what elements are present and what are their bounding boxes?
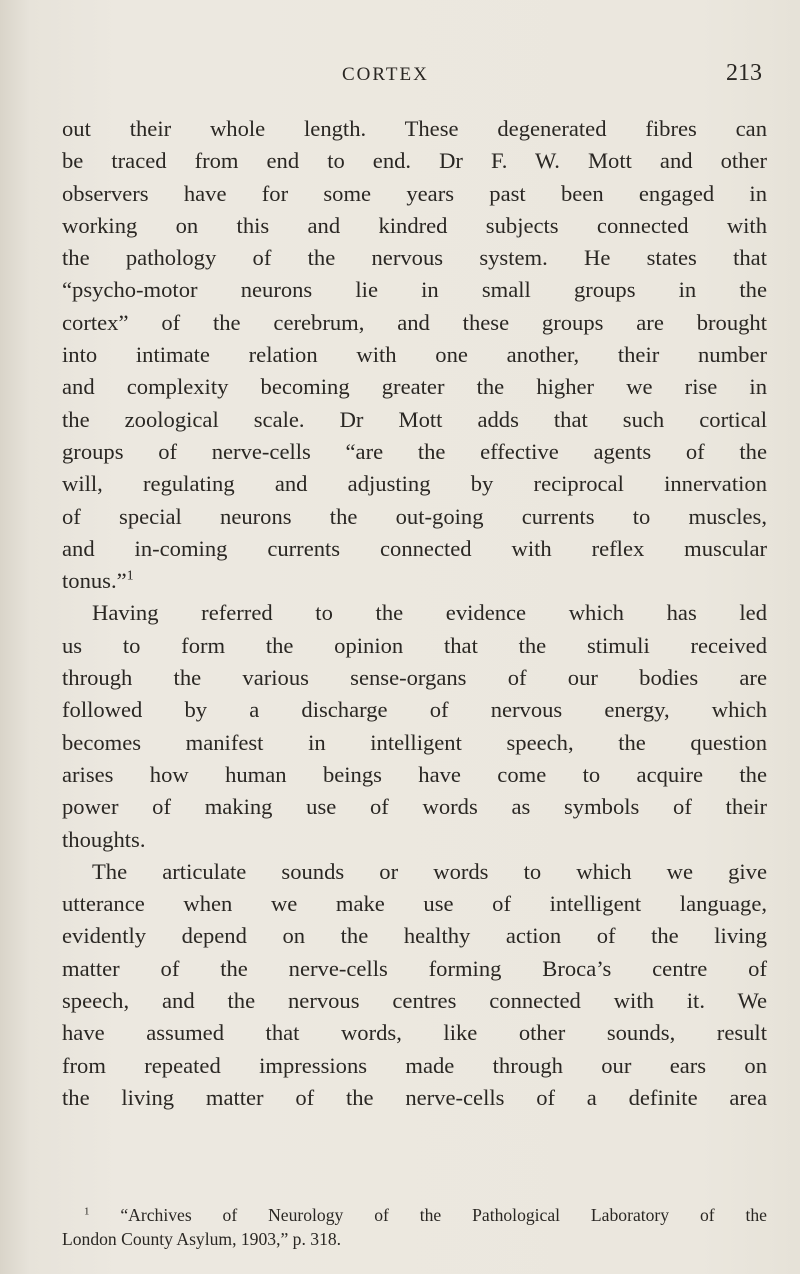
- footnote-reference: 1: [126, 568, 134, 584]
- text-line: the pathology of the nervous system. He states that: [62, 245, 767, 271]
- text-line: working on this and kindred subjects connected with: [62, 212, 767, 238]
- footnotes: [62, 1203, 767, 1251]
- text-line: Having referred to the evidence which has led: [92, 600, 767, 626]
- text-line: observers have for some years past been engaged in: [62, 180, 767, 206]
- text-line: cortex” of the cerebrum, and these groups are brought: [62, 309, 767, 335]
- text-line: the living matter of the nerve-cells of a definite area: [62, 1084, 767, 1110]
- text-line: and in-coming currents connected with reflex muscular: [62, 535, 767, 561]
- text-line: into intimate relation with one another, their number: [62, 342, 767, 368]
- footnote-line: [62, 1203, 767, 1227]
- text-line: becomes manifest in intelligent speech, the question: [62, 729, 767, 755]
- text-line: the zoological scale. Dr Mott adds that such cortical: [62, 406, 767, 432]
- running-title: CORTEX: [342, 64, 429, 85]
- text-line-content: tonus.”: [62, 568, 127, 594]
- footnote-text: “Archives of Neurology of the Pathological Laboratory of the: [120, 1205, 767, 1225]
- text-line: followed by a discharge of nervous energy, which: [62, 697, 767, 723]
- text-line: power of making use of words as symbols of their: [62, 794, 767, 820]
- text-line: us to form the opinion that the stimuli received: [62, 632, 767, 658]
- text-line: matter of the nerve-cells forming Broca’s centre of: [62, 955, 767, 981]
- text-line: utterance when we make use of intelligent language,: [62, 891, 767, 917]
- body-text: [62, 113, 767, 1114]
- running-head: [0, 60, 800, 90]
- text-line: thoughts.: [62, 826, 146, 852]
- text-line: out their whole length. These degenerated fibres can: [62, 116, 767, 141]
- text-line: groups of nerve-cells “are the effective agents of the: [62, 438, 767, 464]
- text-line: evidently depend on the healthy action of the living: [62, 923, 767, 949]
- text-line: “psycho-motor neurons lie in small groups in the: [62, 277, 767, 303]
- text-line: The articulate sounds or words to which we give: [92, 858, 767, 884]
- text-line: from repeated impressions made through our ears on: [62, 1052, 767, 1078]
- page-number: 213: [726, 60, 762, 86]
- text-line: will, regulating and adjusting by reciprocal innervation: [62, 471, 767, 497]
- text-line: have assumed that words, like other sounds, result: [62, 1020, 767, 1046]
- text-line-with-footnote-ref: [62, 565, 767, 597]
- text-line: and complexity becoming greater the higher we rise in: [62, 374, 767, 400]
- footnote-marker: 1: [84, 1205, 90, 1218]
- footnote-line: London County Asylum, 1903,” p. 318.: [62, 1229, 342, 1249]
- text-line: be traced from end to end. Dr F. W. Mott and other: [62, 148, 767, 174]
- text-line: speech, and the nervous centres connected with it. We: [62, 988, 767, 1014]
- text-line: arises how human beings have come to acquire the: [62, 761, 767, 787]
- text-line: through the various sense-organs of our bodies are: [62, 665, 767, 691]
- text-line: of special neurons the out-going currents to muscles,: [62, 503, 767, 529]
